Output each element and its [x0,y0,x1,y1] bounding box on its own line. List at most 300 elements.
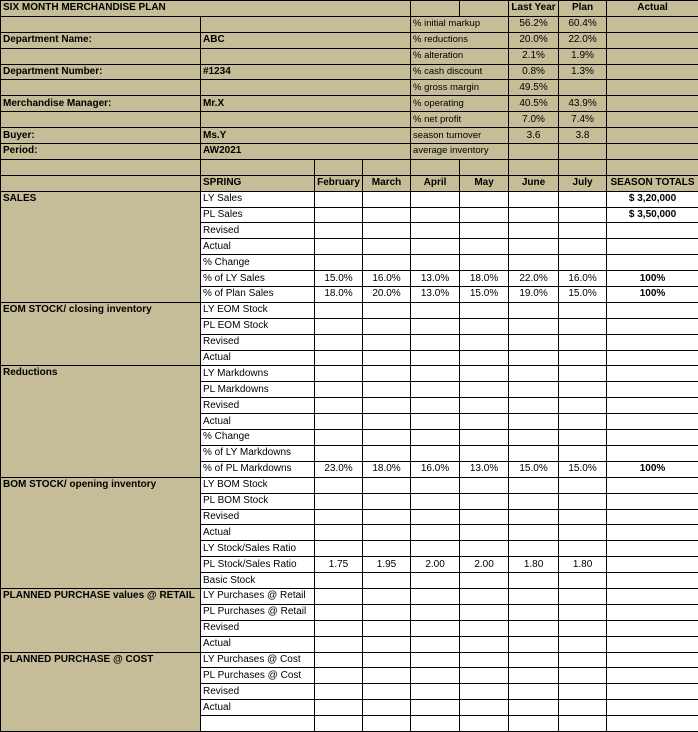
total-cell[interactable] [607,636,698,652]
info-metric-cell[interactable]: % operating [411,96,509,112]
value-cell[interactable] [509,477,559,493]
value-cell[interactable] [363,573,411,589]
row-label-cell[interactable]: Basic Stock [201,573,315,589]
total-cell[interactable]: 100% [607,461,698,477]
spacer-cell[interactable] [509,159,559,175]
value-cell[interactable] [460,588,509,604]
spacer-cell[interactable] [559,159,607,175]
value-cell[interactable] [559,636,607,652]
value-cell[interactable] [509,493,559,509]
value-cell[interactable] [460,366,509,382]
value-cell[interactable] [315,493,363,509]
total-cell[interactable] [607,684,698,700]
value-cell[interactable] [363,302,411,318]
info-label-cell[interactable] [1,16,201,32]
value-cell[interactable] [460,302,509,318]
value-cell[interactable] [460,445,509,461]
value-cell[interactable] [559,588,607,604]
blank-cell[interactable] [460,1,509,17]
row-label-cell[interactable]: Actual [201,414,315,430]
info-value-cell[interactable]: AW2021 [201,144,411,160]
row-label-cell[interactable]: PL Markdowns [201,382,315,398]
value-cell[interactable] [363,493,411,509]
header-col-cell[interactable]: Actual [607,1,698,17]
value-cell[interactable] [509,430,559,446]
row-label-cell[interactable]: LY Purchases @ Cost [201,652,315,668]
value-cell[interactable] [509,366,559,382]
value-cell[interactable] [460,541,509,557]
value-cell[interactable] [315,445,363,461]
value-cell[interactable] [559,684,607,700]
value-cell[interactable] [509,350,559,366]
value-cell[interactable] [411,700,460,716]
value-cell[interactable] [509,318,559,334]
total-cell[interactable]: 100% [607,271,698,287]
row-label-cell[interactable]: LY Markdowns [201,366,315,382]
value-cell[interactable] [509,541,559,557]
value-cell[interactable]: 13.0% [460,461,509,477]
value-cell[interactable] [363,398,411,414]
info-value-cell[interactable] [201,112,411,128]
value-cell[interactable] [363,366,411,382]
info-value-cell[interactable]: Ms.Y [201,128,411,144]
value-cell[interactable] [460,636,509,652]
value-cell[interactable] [460,684,509,700]
info-plan-cell[interactable]: 22.0% [559,32,607,48]
value-cell[interactable] [509,382,559,398]
row-label-cell[interactable]: % Change [201,255,315,271]
value-cell[interactable] [460,652,509,668]
value-cell[interactable] [315,684,363,700]
month-header-cell[interactable]: May [460,175,509,191]
blank-cell[interactable] [1,175,201,191]
value-cell[interactable]: 1.75 [315,557,363,573]
total-cell[interactable] [607,525,698,541]
value-cell[interactable] [460,525,509,541]
value-cell[interactable]: 15.0% [315,271,363,287]
value-cell[interactable] [559,493,607,509]
value-cell[interactable] [363,700,411,716]
row-label-cell[interactable]: % of PL Markdowns [201,461,315,477]
value-cell[interactable]: 18.0% [315,287,363,303]
value-cell[interactable] [363,430,411,446]
value-cell[interactable] [315,477,363,493]
total-cell[interactable] [607,414,698,430]
value-cell[interactable] [460,493,509,509]
value-cell[interactable] [315,398,363,414]
info-plan-cell[interactable] [559,80,607,96]
info-plan-cell[interactable]: 1.9% [559,48,607,64]
info-actual-cell[interactable] [607,96,698,112]
value-cell[interactable] [509,652,559,668]
row-label-cell[interactable]: Revised [201,223,315,239]
value-cell[interactable] [460,382,509,398]
month-header-cell[interactable]: July [559,175,607,191]
value-cell[interactable] [315,334,363,350]
value-cell[interactable]: 1.80 [509,557,559,573]
value-cell[interactable] [363,414,411,430]
value-cell[interactable] [460,716,509,732]
value-cell[interactable] [509,255,559,271]
value-cell[interactable] [460,207,509,223]
value-cell[interactable] [363,652,411,668]
info-label-cell[interactable]: Buyer: [1,128,201,144]
value-cell[interactable] [363,223,411,239]
total-cell[interactable] [607,334,698,350]
value-cell[interactable] [460,700,509,716]
value-cell[interactable] [315,223,363,239]
row-label-cell[interactable]: LY Stock/Sales Ratio [201,541,315,557]
value-cell[interactable] [363,604,411,620]
row-label-cell[interactable]: % of LY Sales [201,271,315,287]
value-cell[interactable] [363,716,411,732]
total-cell[interactable] [607,366,698,382]
value-cell[interactable] [411,445,460,461]
value-cell[interactable] [509,700,559,716]
info-ly-cell[interactable]: 0.8% [509,64,559,80]
month-header-cell[interactable]: April [411,175,460,191]
value-cell[interactable] [411,636,460,652]
blank-cell[interactable] [411,1,460,17]
value-cell[interactable]: 23.0% [315,461,363,477]
info-metric-cell[interactable]: % initial markup [411,16,509,32]
value-cell[interactable]: 15.0% [460,287,509,303]
value-cell[interactable] [315,588,363,604]
value-cell[interactable] [315,541,363,557]
value-cell[interactable]: 18.0% [363,461,411,477]
value-cell[interactable] [460,620,509,636]
value-cell[interactable]: 15.0% [509,461,559,477]
total-cell[interactable] [607,350,698,366]
spring-header-cell[interactable]: SPRING [201,175,315,191]
value-cell[interactable] [559,700,607,716]
value-cell[interactable] [363,541,411,557]
value-cell[interactable] [509,414,559,430]
row-label-cell[interactable]: Actual [201,636,315,652]
row-label-cell[interactable]: % Change [201,430,315,446]
info-metric-cell[interactable]: season turnover [411,128,509,144]
info-metric-cell[interactable]: % net profit [411,112,509,128]
value-cell[interactable] [411,334,460,350]
value-cell[interactable] [411,588,460,604]
value-cell[interactable] [559,414,607,430]
info-value-cell[interactable] [201,16,411,32]
total-cell[interactable] [607,302,698,318]
value-cell[interactable] [460,509,509,525]
value-cell[interactable] [460,223,509,239]
info-plan-cell[interactable]: 60.4% [559,16,607,32]
info-actual-cell[interactable] [607,16,698,32]
value-cell[interactable] [460,604,509,620]
value-cell[interactable]: 16.0% [363,271,411,287]
info-plan-cell[interactable]: 43.9% [559,96,607,112]
info-label-cell[interactable]: Period: [1,144,201,160]
value-cell[interactable] [315,239,363,255]
value-cell[interactable] [509,604,559,620]
value-cell[interactable] [411,414,460,430]
info-plan-cell[interactable]: 7.4% [559,112,607,128]
value-cell[interactable] [315,255,363,271]
value-cell[interactable] [559,445,607,461]
info-value-cell[interactable]: Mr.X [201,96,411,112]
value-cell[interactable] [411,207,460,223]
value-cell[interactable] [559,477,607,493]
total-cell[interactable] [607,223,698,239]
value-cell[interactable] [411,302,460,318]
value-cell[interactable] [559,239,607,255]
value-cell[interactable] [559,509,607,525]
row-label-cell[interactable]: PL Purchases @ Retail [201,604,315,620]
value-cell[interactable] [460,255,509,271]
row-label-cell[interactable]: Revised [201,620,315,636]
section-label-cell[interactable]: EOM STOCK/ closing inventory [1,302,201,366]
info-label-cell[interactable]: Merchandise Manager: [1,96,201,112]
value-cell[interactable] [559,541,607,557]
total-cell[interactable] [607,239,698,255]
value-cell[interactable] [363,684,411,700]
row-label-cell[interactable]: Actual [201,700,315,716]
value-cell[interactable] [411,668,460,684]
value-cell[interactable] [460,573,509,589]
value-cell[interactable] [411,620,460,636]
value-cell[interactable] [315,382,363,398]
value-cell[interactable] [509,636,559,652]
value-cell[interactable] [411,684,460,700]
row-label-cell[interactable]: Actual [201,239,315,255]
value-cell[interactable] [559,191,607,207]
value-cell[interactable] [559,318,607,334]
info-actual-cell[interactable] [607,128,698,144]
total-cell[interactable]: $ 3,50,000 [607,207,698,223]
spacer-cell[interactable] [363,159,411,175]
value-cell[interactable] [315,620,363,636]
value-cell[interactable] [509,239,559,255]
total-cell[interactable] [607,477,698,493]
value-cell[interactable] [460,350,509,366]
value-cell[interactable] [363,445,411,461]
value-cell[interactable] [363,668,411,684]
value-cell[interactable] [559,398,607,414]
value-cell[interactable] [460,318,509,334]
info-actual-cell[interactable] [607,144,698,160]
value-cell[interactable]: 15.0% [559,461,607,477]
info-label-cell[interactable]: Department Name: [1,32,201,48]
value-cell[interactable] [363,350,411,366]
value-cell[interactable] [509,525,559,541]
value-cell[interactable] [315,350,363,366]
total-cell[interactable] [607,716,698,732]
total-cell[interactable] [607,445,698,461]
value-cell[interactable] [559,573,607,589]
info-label-cell[interactable] [1,80,201,96]
value-cell[interactable] [460,239,509,255]
value-cell[interactable]: 13.0% [411,287,460,303]
info-plan-cell[interactable] [559,144,607,160]
total-cell[interactable] [607,668,698,684]
value-cell[interactable] [411,430,460,446]
info-actual-cell[interactable] [607,48,698,64]
section-label-cell[interactable]: BOM STOCK/ opening inventory [1,477,201,588]
value-cell[interactable] [315,573,363,589]
value-cell[interactable] [559,302,607,318]
month-header-cell[interactable]: February [315,175,363,191]
row-label-cell[interactable] [201,716,315,732]
total-cell[interactable] [607,604,698,620]
info-ly-cell[interactable]: 56.2% [509,16,559,32]
value-cell[interactable] [509,334,559,350]
value-cell[interactable]: 1.95 [363,557,411,573]
section-label-cell[interactable]: PLANNED PURCHASE @ COST [1,652,201,731]
header-col-cell[interactable]: Last Year [509,1,559,17]
info-ly-cell[interactable] [509,144,559,160]
value-cell[interactable] [559,716,607,732]
value-cell[interactable] [315,318,363,334]
value-cell[interactable] [315,207,363,223]
value-cell[interactable] [363,255,411,271]
value-cell[interactable] [363,191,411,207]
row-label-cell[interactable]: Revised [201,684,315,700]
value-cell[interactable] [363,382,411,398]
info-ly-cell[interactable]: 20.0% [509,32,559,48]
value-cell[interactable] [411,716,460,732]
total-cell[interactable] [607,588,698,604]
info-actual-cell[interactable] [607,80,698,96]
value-cell[interactable]: 22.0% [509,271,559,287]
row-label-cell[interactable]: PL Stock/Sales Ratio [201,557,315,573]
info-actual-cell[interactable] [607,112,698,128]
spacer-cell[interactable] [411,159,460,175]
value-cell[interactable] [411,398,460,414]
value-cell[interactable] [411,541,460,557]
value-cell[interactable] [509,716,559,732]
value-cell[interactable] [315,191,363,207]
row-label-cell[interactable]: LY Purchases @ Retail [201,588,315,604]
value-cell[interactable] [315,366,363,382]
value-cell[interactable]: 20.0% [363,287,411,303]
value-cell[interactable] [509,398,559,414]
value-cell[interactable] [411,652,460,668]
info-label-cell[interactable] [1,112,201,128]
value-cell[interactable] [411,318,460,334]
info-metric-cell[interactable]: % gross margin [411,80,509,96]
total-cell[interactable] [607,430,698,446]
value-cell[interactable] [315,525,363,541]
spacer-cell[interactable] [315,159,363,175]
row-label-cell[interactable]: Revised [201,334,315,350]
total-cell[interactable] [607,398,698,414]
value-cell[interactable] [363,207,411,223]
info-ly-cell[interactable]: 40.5% [509,96,559,112]
value-cell[interactable] [411,493,460,509]
value-cell[interactable] [460,668,509,684]
info-actual-cell[interactable] [607,64,698,80]
value-cell[interactable] [460,430,509,446]
total-cell[interactable] [607,382,698,398]
value-cell[interactable] [460,191,509,207]
info-metric-cell[interactable]: average inventory [411,144,509,160]
value-cell[interactable] [363,620,411,636]
month-header-cell[interactable]: June [509,175,559,191]
season-total-header-cell[interactable]: SEASON TOTALS [607,175,698,191]
value-cell[interactable] [315,509,363,525]
row-label-cell[interactable]: PL Purchases @ Cost [201,668,315,684]
info-actual-cell[interactable] [607,32,698,48]
value-cell[interactable] [509,509,559,525]
total-cell[interactable]: 100% [607,287,698,303]
section-label-cell[interactable]: PLANNED PURCHASE values @ RETAIL [1,588,201,652]
total-cell[interactable] [607,620,698,636]
value-cell[interactable] [509,620,559,636]
value-cell[interactable] [411,604,460,620]
value-cell[interactable] [411,509,460,525]
value-cell[interactable] [559,430,607,446]
value-cell[interactable] [363,318,411,334]
row-label-cell[interactable]: LY EOM Stock [201,302,315,318]
value-cell[interactable]: 19.0% [509,287,559,303]
total-cell[interactable] [607,700,698,716]
value-cell[interactable] [460,414,509,430]
value-cell[interactable] [460,334,509,350]
value-cell[interactable] [509,223,559,239]
row-label-cell[interactable]: LY BOM Stock [201,477,315,493]
value-cell[interactable] [460,477,509,493]
value-cell[interactable] [315,652,363,668]
row-label-cell[interactable]: PL EOM Stock [201,318,315,334]
info-ly-cell[interactable]: 49.5% [509,80,559,96]
value-cell[interactable] [363,525,411,541]
value-cell[interactable] [411,223,460,239]
value-cell[interactable] [509,684,559,700]
value-cell[interactable] [559,366,607,382]
value-cell[interactable] [315,604,363,620]
value-cell[interactable] [509,573,559,589]
spacer-cell[interactable] [460,159,509,175]
info-label-cell[interactable] [1,48,201,64]
row-label-cell[interactable]: % of Plan Sales [201,287,315,303]
value-cell[interactable] [411,366,460,382]
value-cell[interactable] [411,191,460,207]
value-cell[interactable] [363,588,411,604]
info-ly-cell[interactable]: 7.0% [509,112,559,128]
section-label-cell[interactable]: SALES [1,191,201,302]
total-cell[interactable] [607,541,698,557]
value-cell[interactable] [509,588,559,604]
info-label-cell[interactable]: Department Number: [1,64,201,80]
value-cell[interactable] [411,525,460,541]
row-label-cell[interactable]: PL Sales [201,207,315,223]
info-value-cell[interactable]: ABC [201,32,411,48]
value-cell[interactable] [559,382,607,398]
value-cell[interactable]: 16.0% [411,461,460,477]
value-cell[interactable] [315,700,363,716]
value-cell[interactable]: 1.80 [559,557,607,573]
value-cell[interactable] [363,509,411,525]
value-cell[interactable] [559,620,607,636]
row-label-cell[interactable]: PL BOM Stock [201,493,315,509]
value-cell[interactable] [315,636,363,652]
row-label-cell[interactable]: Revised [201,509,315,525]
info-metric-cell[interactable]: % alteration [411,48,509,64]
value-cell[interactable] [363,636,411,652]
info-value-cell[interactable] [201,80,411,96]
total-cell[interactable] [607,318,698,334]
value-cell[interactable] [559,255,607,271]
value-cell[interactable] [559,207,607,223]
info-ly-cell[interactable]: 3.6 [509,128,559,144]
value-cell[interactable] [559,652,607,668]
row-label-cell[interactable]: Actual [201,525,315,541]
header-col-cell[interactable]: Plan [559,1,607,17]
